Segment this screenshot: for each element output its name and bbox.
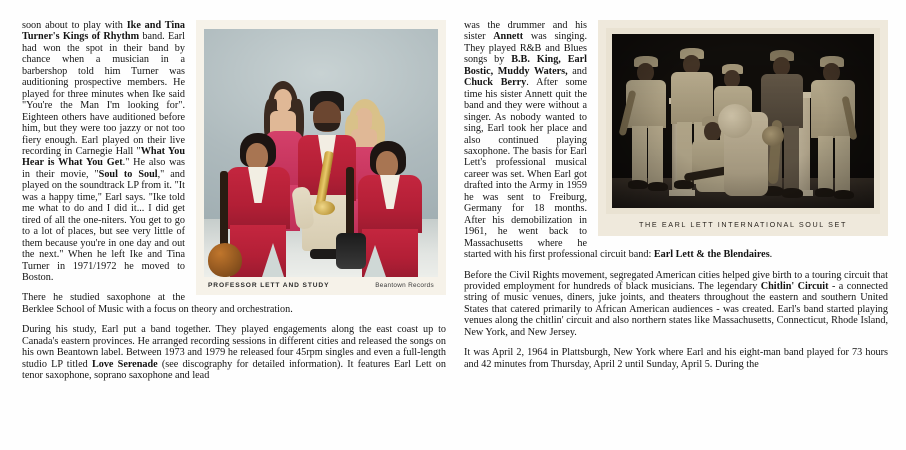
emphasis-ike-and-tina: Ike and Tina Turner's Kings of Rhythm xyxy=(22,20,185,43)
emphasis-love-serenade: Love Serenade xyxy=(91,358,158,370)
photo-caption-title: PROFESSOR LETT AND STUDY xyxy=(208,282,330,289)
sepia-scene xyxy=(612,34,874,208)
left-column xyxy=(22,20,446,391)
soul-set-sepia-photo xyxy=(606,28,880,214)
paragraph-right-3: It was April 2, 1964 in Plattsburgh, New York where Earl and his eight-man band played for 73 hours and 42 minutes from Thursday, April 2 until Sunday, April 5. During the xyxy=(464,347,888,370)
paragraph-left-3: During his study, Earl put a band together. They played engagements along the east coast up to Canada's eastern provinces. He arranged recording sessions in different cities and released the songs on his own Beantown label. Between 1973 and 1979 he released four 45rpm singles and even a full-length studio LP titled Love Serenade (see discography for detailed information). It features Earl Lett on tenor saxophone, soprano saxophone and lead xyxy=(22,324,446,382)
emphasis-influences: B.B. King, Earl Bostic, Muddy Waters, xyxy=(464,54,587,77)
photo-figure-front-left xyxy=(222,133,298,277)
emphasis-chuck-berry: Chuck Berry xyxy=(464,77,527,89)
photo-caption-row xyxy=(204,277,438,293)
earl-lett-international-soul-set-figure xyxy=(598,20,888,236)
paragraph-right-1: was the drummer and his sister Annett was singing. They played R&B and Blues songs by B.B. King, Earl Bostic, Muddy Waters, and Chuck Berry. After some time his sister Annett quit the band and they were without a singer. As nobody wanted to sing, Earl took her place and also continued playing saxophone. The basis for Earl Lett's professional musical career was set. When Earl got drafted into the Army in 1959 he was sent to Freiburg, Germany for 18 months. After his demobilization in 1961, he went back to Massachusetts where he started with his first professional circuit band: Earl Lett & the Blendaires. xyxy=(464,20,773,261)
right-column xyxy=(464,20,888,391)
professor-lett-and-study-figure xyxy=(196,20,446,295)
drum-head xyxy=(718,104,752,138)
paragraph-left-1: soon about to play with Ike and Tina Turner's Kings of Rhythm band. Earl had won the spot in their band by chance when a musician in a barbershop told him Turner was auditioning prospective members. He played for three minutes when Ike said "You're the Man I'm looking for". Eighteen others have auditioned before him, but they were too jazzy or not too fiery enough. Earl played on their live recording in Carnegie Hall "What You Hear is What You Get." He also was in their movie, "Soul to Soul," and played on the soundtrack LP from it. "It was a happy time," Earl says. "Ike told me what to do and I did it... I did get tired of all the one-niters. You get to go to a lot of places, but see very little of them because you're in one day and out the next." When he left Ike and Tina Turner in 1971/1972 he moved to Boston. xyxy=(22,20,185,283)
sepia-figure-1 xyxy=(622,56,674,198)
photo-figure-front-right xyxy=(352,141,430,277)
photo-caption-credit: Beantown Records xyxy=(375,282,434,289)
emphasis-chitlin-circuit: Chitlin' Circuit xyxy=(760,280,829,292)
band-color-photo xyxy=(204,29,438,277)
paragraph-left-2: There he studied saxophone at the Berklee School of Music with a focus on theory and orchestration. xyxy=(22,292,293,315)
saxophone-bell xyxy=(762,126,784,146)
paragraph-right-2: Before the Civil Rights movement, segregated American cities helped give birth to a touring circuit that provided employment for hundreds of black musicians. The legendary Chitlin' Circuit - a connected string of music venues, diners, juke joints, and theaters throughout the eastern and southern United States that catered primarily to African American audiences - was created. Earl's band started playing venues along the chitlin' circuit and also northern states like Massachusetts, Connecticut, Rhode Island, New York, and New Jersey. xyxy=(464,269,889,338)
bass-guitar xyxy=(346,167,354,241)
emphasis-blendaires: Earl Lett & the Blendaires xyxy=(653,249,770,261)
emphasis-soul-to-soul: Soul to Soul xyxy=(98,168,158,180)
electric-guitar xyxy=(220,171,228,249)
paragraph-spacer xyxy=(22,315,446,324)
emphasis-what-you-hear: What You Hear is What You Get xyxy=(22,145,185,169)
sepia-figure-5 xyxy=(808,56,860,202)
two-column-layout xyxy=(22,20,888,391)
emphasis-annett: Annett xyxy=(493,31,524,43)
soul-set-caption: THE EARL LETT INTERNATIONAL SOUL SET xyxy=(639,220,847,229)
